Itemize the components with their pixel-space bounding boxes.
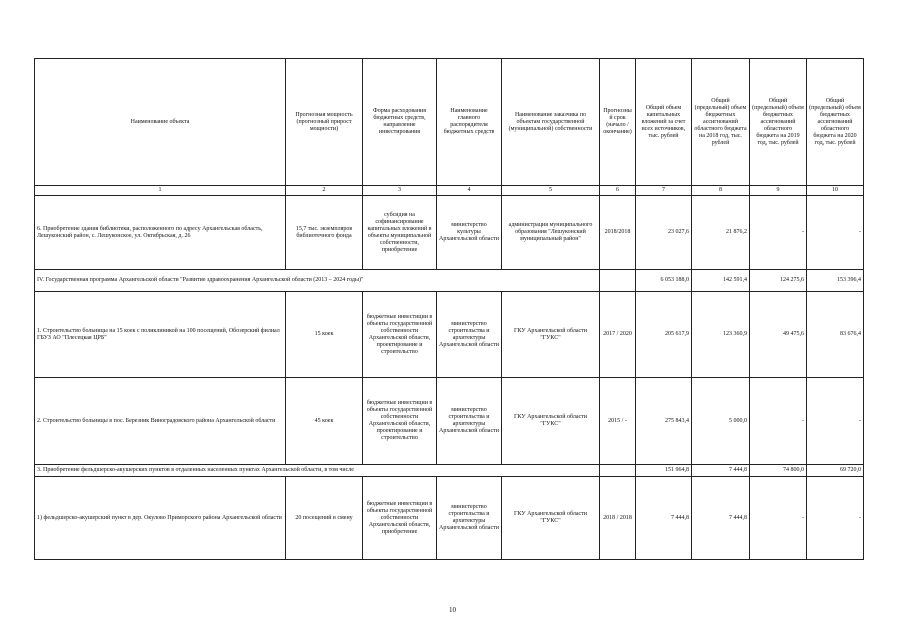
total-investment: 7 444,8 <box>636 477 692 560</box>
total-investment: 151 964,8 <box>636 465 692 477</box>
term: 2017 / 2020 <box>600 292 636 378</box>
capacity: 45 коек <box>286 378 363 465</box>
header-main-manager: Наименование главного распорядителя бюджетных средств <box>437 59 502 186</box>
budget-2020: - <box>807 196 864 270</box>
column-number: 4 <box>437 186 502 196</box>
total-investment: 275 843,4 <box>636 378 692 465</box>
header-budget-2018: Общий (предельный) объем бюджетных ассигнований областного бюджета на 2018 год, тыс. рублей <box>692 59 750 186</box>
spending-form: субсидия на софинансирование капитальных вложений в объекты муниципальной собственности, приобретение <box>363 196 437 270</box>
budget-2019: 124 275,6 <box>750 270 807 292</box>
header-term: Прогнозный срок (начало / окончание) <box>600 59 636 186</box>
table-row-program <box>35 270 864 292</box>
section-name: 3. Приобретение фельдшерско-акушерских пунктов в отдаленных населенных пунктах Архангельской области, в том числе <box>35 465 600 477</box>
main-manager: министерство строительства и архитектуры Архангельской области <box>437 477 502 560</box>
budget-2018: 21 876,2 <box>692 196 750 270</box>
customer: ГКУ Архангельской области "ГУКС" <box>502 477 600 560</box>
column-number: 9 <box>750 186 807 196</box>
table-header-row <box>35 59 864 186</box>
table-row-library <box>35 196 864 270</box>
term: 2018 / 2018 <box>600 477 636 560</box>
customer: ГКУ Архангельской области "ГУКС" <box>502 378 600 465</box>
column-number: 10 <box>807 186 864 196</box>
column-number: 3 <box>363 186 437 196</box>
capacity: 20 посещений в смену <box>286 477 363 560</box>
header-customer: Наименование заказчика по объектам государственной (муниципальной) собственности <box>502 59 600 186</box>
budget-2020: - <box>807 378 864 465</box>
main-manager: министерство строительства и архитектуры Архангельской области <box>437 378 502 465</box>
header-total-investment: Общий объем капитальных вложений за счет всех источников, тыс. рублей <box>636 59 692 186</box>
total-investment: 6 053 188,0 <box>636 270 692 292</box>
column-number: 2 <box>286 186 363 196</box>
capital-investment-table <box>34 58 864 560</box>
budget-2018: 123 360,9 <box>692 292 750 378</box>
table-row-hospital-2 <box>35 378 864 465</box>
main-manager: министерство культуры Архангельской области <box>437 196 502 270</box>
header-budget-2020: Общий (предельный) объем бюджетных ассигнований областного бюджета на 2020 год, тыс. рублей <box>807 59 864 186</box>
column-number: 8 <box>692 186 750 196</box>
budget-2019: 74 800,0 <box>750 465 807 477</box>
budget-2020: - <box>807 477 864 560</box>
budget-2018: 7 444,8 <box>692 477 750 560</box>
spending-form: бюджетные инвестиции в объекты государственной собственности Архангельской области, проектирование и строительство <box>363 378 437 465</box>
budget-2020: 83 676,4 <box>807 292 864 378</box>
header-budget-2019: Общий (предельный) объем бюджетных ассигнований областного бюджета на 2019 год, тыс. рублей <box>750 59 807 186</box>
budget-2019: - <box>750 378 807 465</box>
spending-form: бюджетные инвестиции в объекты государственной собственности Архангельской области, проектирование и строительство <box>363 292 437 378</box>
total-investment: 205 617,9 <box>636 292 692 378</box>
column-number: 7 <box>636 186 692 196</box>
budget-2020: 69 720,0 <box>807 465 864 477</box>
term: 2015 / - <box>600 378 636 465</box>
program-name: IV. Государственная программа Архангельской области "Развитие здравоохранения Архангельской области (2013 – 2024 годы)" <box>35 270 600 292</box>
budget-2019: 49 475,6 <box>750 292 807 378</box>
table-row-section-3 <box>35 465 864 477</box>
budget-2018: 142 591,4 <box>692 270 750 292</box>
header-object-name: Наименование объекта <box>35 59 286 186</box>
total-investment: 23 027,6 <box>636 196 692 270</box>
term <box>600 465 636 477</box>
header-spending-form: Форма расходования бюджетных средств, направление инвестирования <box>363 59 437 186</box>
budget-2018: 5 000,0 <box>692 378 750 465</box>
term <box>600 270 636 292</box>
customer: администрация муниципального образования "Лешуконский муниципальный район" <box>502 196 600 270</box>
budget-2019: - <box>750 196 807 270</box>
object-name: 1. Строительство больницы на 15 коек с поликлиникой на 100 посещений, Обозерский филиал ГБУЗ АО "Плесецкая ЦРБ" <box>35 292 286 378</box>
column-number: 6 <box>600 186 636 196</box>
term: 2018/2018 <box>600 196 636 270</box>
spending-form: бюджетные инвестиции в объекты государственной собственности Архангельской области, приобретение <box>363 477 437 560</box>
budget-2018: 7 444,8 <box>692 465 750 477</box>
object-name: 2. Строительство больницы в пос. Березник Виноградовского района Архангельской области <box>35 378 286 465</box>
page-number: 10 <box>449 606 456 614</box>
object-name: 1) фельдшерско-акушерский пункт в дер. Окулово Приморского района Архангельской области <box>35 477 286 560</box>
capacity: 15 коек <box>286 292 363 378</box>
column-number: 5 <box>502 186 600 196</box>
table-row-hospital-1 <box>35 292 864 378</box>
column-number: 1 <box>35 186 286 196</box>
budget-2019: - <box>750 477 807 560</box>
capacity: 15,7 тыс. экземпляров библиотечного фонда <box>286 196 363 270</box>
table-row-fap <box>35 477 864 560</box>
column-number-row <box>35 186 864 196</box>
budget-2020: 153 396,4 <box>807 270 864 292</box>
main-manager: министерство строительства и архитектуры Архангельской области <box>437 292 502 378</box>
customer: ГКУ Архангельской области "ГУКС" <box>502 292 600 378</box>
object-name: 6. Приобретение здания библиотеки, расположенного по адресу Архангельская область, Лешуконский район, с. Лешуконское, ул. Октябрьская, д. 26 <box>35 196 286 270</box>
header-capacity: Прогнозная мощность (прогнозный прирост мощности) <box>286 59 363 186</box>
